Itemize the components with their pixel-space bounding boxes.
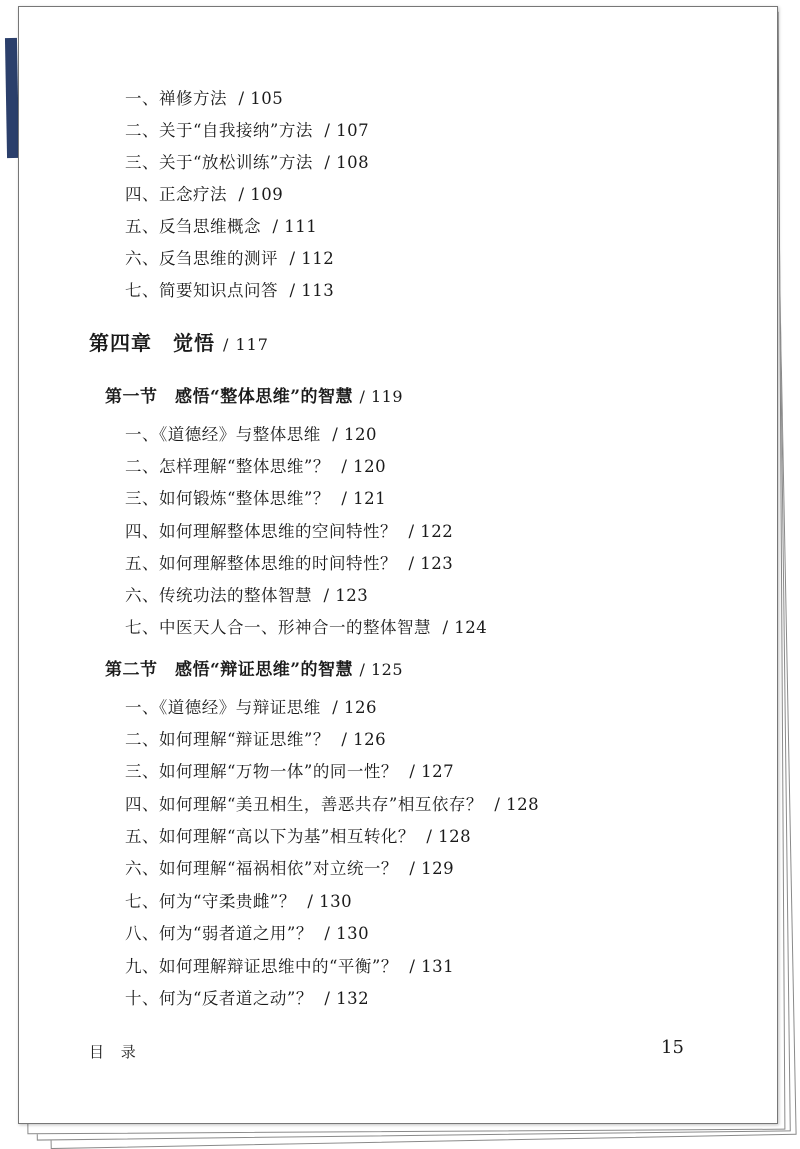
toc-entry[interactable] bbox=[125, 920, 369, 944]
toc-entry[interactable] bbox=[125, 985, 369, 1009]
toc-entry-page: / 122 bbox=[408, 522, 454, 541]
toc-entry-text: 七、何为“守柔贵雌”？ bbox=[125, 892, 296, 911]
toc-entry-text: 三、关于“放松训练”方法 bbox=[125, 153, 313, 172]
toc-entry-text: 一、禅修方法 bbox=[125, 89, 227, 108]
toc-entry[interactable] bbox=[125, 117, 369, 141]
toc-entry[interactable] bbox=[125, 614, 487, 638]
toc-entry-text: 四、如何理解整体思维的空间特性？ bbox=[125, 522, 397, 541]
toc-entry[interactable] bbox=[125, 855, 454, 879]
toc-entry-page: / 126 bbox=[341, 730, 387, 749]
section-heading[interactable] bbox=[105, 655, 403, 680]
toc-entry[interactable] bbox=[125, 758, 454, 782]
toc-entry[interactable] bbox=[125, 485, 386, 509]
toc-entry-page: / 120 bbox=[332, 425, 378, 444]
toc-entry-text: 三、如何锻炼“整体思维”？ bbox=[125, 489, 330, 508]
toc-entry-page: / 124 bbox=[442, 618, 488, 637]
toc-entry[interactable] bbox=[125, 453, 386, 477]
toc-entry-text: 九、如何理解辩证思维中的“平衡”？ bbox=[125, 957, 398, 976]
toc-entry-page: / 130 bbox=[324, 924, 370, 943]
section-page: / 119 bbox=[359, 387, 403, 406]
toc-entry[interactable] bbox=[125, 181, 283, 205]
toc-entry-text: 一、《道德经》与整体思维 bbox=[125, 425, 321, 444]
toc-entry-text: 五、如何理解“高以下为基”相互转化？ bbox=[125, 827, 415, 846]
toc-entry[interactable] bbox=[125, 277, 334, 301]
toc-entry-page: / 132 bbox=[324, 989, 370, 1008]
toc-entry[interactable] bbox=[125, 245, 334, 269]
toc-entry-text: 六、如何理解“福祸相依”对立统一？ bbox=[125, 859, 398, 878]
toc-entry[interactable] bbox=[125, 421, 377, 445]
toc-entry-page: / 111 bbox=[272, 217, 318, 236]
toc-page bbox=[18, 6, 778, 1124]
toc-entry[interactable] bbox=[125, 582, 368, 606]
toc-entry-text: 七、中医天人合一、形神合一的整体智慧 bbox=[125, 618, 431, 637]
toc-entry-page: / 109 bbox=[238, 185, 284, 204]
toc-entry-text: 四、正念疗法 bbox=[125, 185, 227, 204]
toc-entry-page: / 129 bbox=[409, 859, 455, 878]
section-page: / 125 bbox=[359, 660, 403, 679]
stacked-page-edge bbox=[5, 38, 19, 158]
toc-entry-text: 二、怎样理解“整体思维”？ bbox=[125, 457, 330, 476]
toc-entry-text: 一、《道德经》与辩证思维 bbox=[125, 698, 321, 717]
toc-entry-page: / 120 bbox=[341, 457, 387, 476]
toc-entry-page: / 123 bbox=[408, 554, 454, 573]
toc-entry-page: / 128 bbox=[494, 795, 540, 814]
toc-entry-text: 三、如何理解“万物一体”的同一性？ bbox=[125, 762, 398, 781]
page-number: 15 bbox=[661, 1037, 684, 1058]
toc-entry[interactable] bbox=[125, 550, 453, 574]
toc-entry-page: / 131 bbox=[409, 957, 455, 976]
toc-entry-page: / 123 bbox=[323, 586, 369, 605]
toc-entry-text: 二、如何理解“辩证思维”？ bbox=[125, 730, 330, 749]
toc-entry[interactable] bbox=[125, 694, 377, 718]
toc-entry[interactable] bbox=[125, 726, 386, 750]
toc-entry-text: 八、何为“弱者道之用”？ bbox=[125, 924, 313, 943]
section-heading[interactable] bbox=[105, 382, 403, 407]
toc-entry-text: 六、反刍思维的测评 bbox=[125, 249, 278, 268]
toc-entry-page: / 130 bbox=[307, 892, 353, 911]
chapter-page: / 117 bbox=[222, 335, 269, 354]
toc-entry-page: / 128 bbox=[426, 827, 472, 846]
toc-entry-page: / 113 bbox=[289, 281, 335, 300]
toc-entry-page: / 121 bbox=[341, 489, 387, 508]
toc-entry-text: 十、何为“反者道之动”？ bbox=[125, 989, 313, 1008]
toc-entry-text: 四、如何理解“美丑相生，善恶共存”相互依存？ bbox=[125, 795, 483, 814]
chapter-heading[interactable] bbox=[89, 327, 269, 356]
toc-entry-page: / 107 bbox=[324, 121, 370, 140]
toc-entry-page: / 112 bbox=[289, 249, 335, 268]
running-footer-label: 目 录 bbox=[89, 1043, 142, 1061]
toc-entry-text: 二、关于“自我接纳”方法 bbox=[125, 121, 313, 140]
toc-entry[interactable] bbox=[125, 953, 454, 977]
toc-entry-page: / 108 bbox=[324, 153, 370, 172]
chapter-title: 第四章 觉悟 bbox=[89, 331, 215, 355]
toc-entry[interactable] bbox=[125, 85, 283, 109]
toc-entry[interactable] bbox=[125, 149, 369, 173]
toc-entry[interactable] bbox=[125, 213, 317, 237]
toc-entry-page: / 127 bbox=[409, 762, 455, 781]
toc-entry[interactable] bbox=[125, 823, 471, 847]
toc-entry-text: 五、如何理解整体思维的时间特性？ bbox=[125, 554, 397, 573]
toc-entry[interactable] bbox=[125, 888, 352, 912]
toc-entry-text: 七、简要知识点问答 bbox=[125, 281, 278, 300]
toc-entry-page: / 126 bbox=[332, 698, 378, 717]
toc-entry-text: 五、反刍思维概念 bbox=[125, 217, 261, 236]
toc-entry[interactable] bbox=[125, 518, 453, 542]
toc-entry-page: / 105 bbox=[238, 89, 284, 108]
section-title: 第二节 感悟“辩证思维”的智慧 bbox=[105, 660, 354, 680]
toc-entry-text: 六、传统功法的整体智慧 bbox=[125, 586, 312, 605]
section-title: 第一节 感悟“整体思维”的智慧 bbox=[105, 387, 354, 407]
toc-entry[interactable] bbox=[125, 791, 539, 815]
